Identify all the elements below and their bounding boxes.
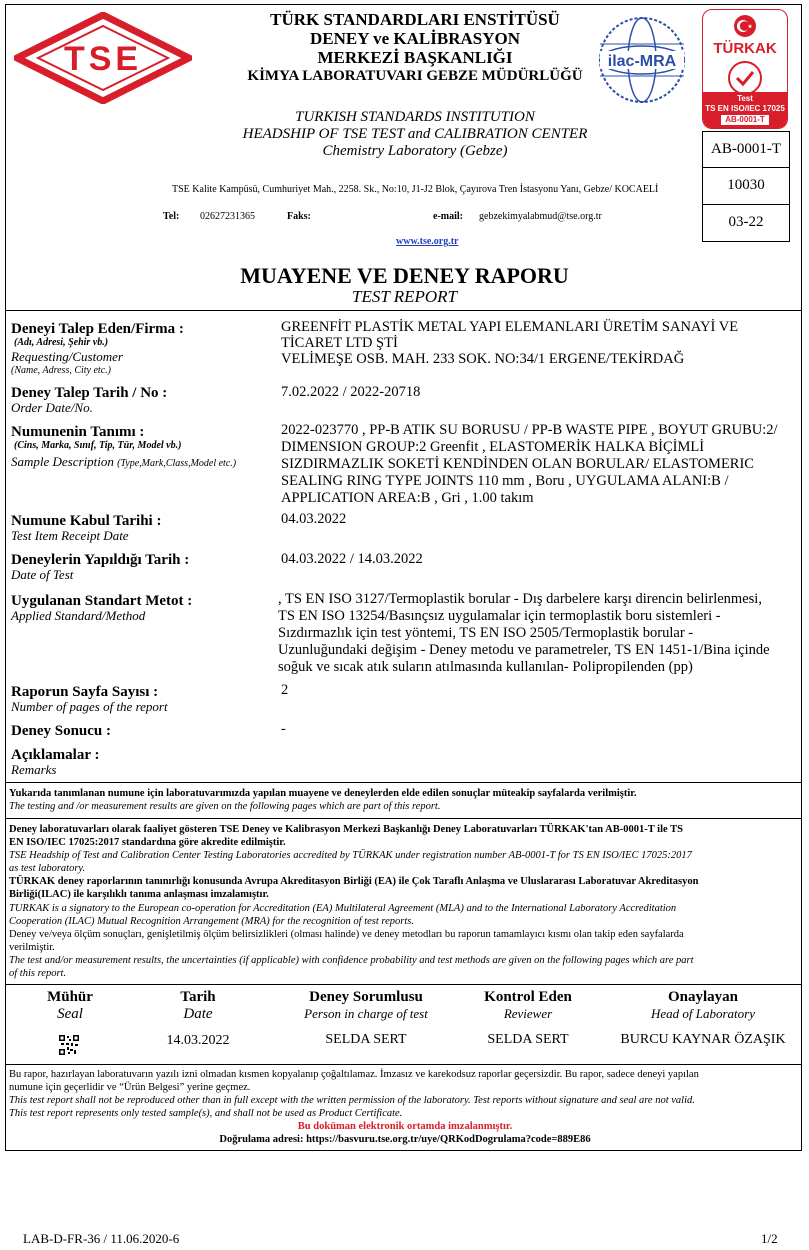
report-number-box: 10030 bbox=[702, 168, 790, 205]
receipt-sub: Test Item Receipt Date bbox=[11, 528, 129, 543]
test-person-value: SELDA SERT bbox=[325, 1032, 407, 1047]
pages-value: 2 bbox=[281, 682, 289, 698]
remarks-label: Açıklamalar : bbox=[11, 747, 100, 763]
statement1-en: The testing and /or measurement results are given on the following pages which are part of this report. bbox=[9, 801, 441, 812]
result-value: - bbox=[281, 721, 286, 737]
order-sub: Order Date/No. bbox=[11, 400, 93, 415]
standard-label: Uygulanan Standart Metot : bbox=[11, 593, 193, 609]
turkak-code: AB-0001-T bbox=[721, 115, 769, 125]
tel-value: 02627231365 bbox=[200, 211, 255, 222]
turkak-band bbox=[703, 92, 787, 128]
tel-label: Tel: bbox=[163, 211, 180, 222]
address: TSE Kalite Kampüsü, Cumhuriyet Mah., 2258. Sk., No:10, J1-J2 Blok, Çayırova Tren İstasyonu Yanı, Gebze/ KOCAELİ bbox=[172, 184, 659, 195]
signature-test-person bbox=[276, 989, 456, 1048]
test-person-label: Deney Sorumlusu bbox=[309, 989, 423, 1005]
sample-line-4: SEALING RING TYPE JOINTS 110 mm , Boru , UYGULAMA ALANI:B / bbox=[281, 473, 729, 489]
customer-sub3: (Name, Adress, City etc.) bbox=[11, 365, 111, 376]
test-date-sub: Date of Test bbox=[11, 567, 74, 582]
turkak-standard: TS EN ISO/IEC 17025 bbox=[705, 104, 785, 113]
tse-logo bbox=[14, 12, 192, 104]
seal-label: Mühür bbox=[47, 989, 93, 1005]
report-title: MUAYENE VE DENEY RAPORU bbox=[240, 263, 569, 288]
customer-value-line3: VELİMEŞE OSB. MAH. 233 SOK. NO:34/1 ERGENE/TEKİRDAĞ bbox=[281, 351, 685, 367]
standard-line-1: , TS EN ISO 3127/Termoplastik borular - Dış darbelere karşı direncin belirlenmesi, bbox=[278, 591, 762, 607]
date-label-en: Date bbox=[183, 1006, 213, 1022]
footer-tr1: Bu rapor, hazırlayan laboratuvarın yazılı izni olmadan kısmen kopyalanıp çoğaltılamaz. İmzasız ve karekodsuz raporlar geçersizdir. Bu rapor, sadece deneyi yapılan bbox=[9, 1069, 699, 1080]
email-value[interactable]: gebzekimyalabmud@tse.org.tr bbox=[479, 211, 602, 222]
test-date-value: 04.03.2022 / 14.03.2022 bbox=[281, 551, 423, 567]
statement2-en3: The test and/or measurement results, the uncertainties (if applicable) with confidence probability and test methods are given on the following pages which are part bbox=[9, 955, 694, 966]
signature-date bbox=[123, 989, 273, 1049]
footer-verify-link[interactable]: Doğrulama adresi: https://basvuru.tse.org.tr/uye/QRKodDogrulama?code=889E86 bbox=[219, 1134, 591, 1145]
order-value: 7.02.2022 / 2022-20718 bbox=[281, 384, 421, 400]
header-tr-line1: TÜRK STANDARDLARI ENSTİTÜSÜ bbox=[270, 10, 560, 29]
sample-sub1: (Cins, Marka, Sınıf, Tip, Tür, Model vb.) bbox=[14, 440, 182, 451]
statement1-tr: Yukarıda tanımlanan numune için laboratuvarımızda yapılan muayene ve deneylerden elde edilen sonuçlar müteakip sayfalarda verilmiştir. bbox=[9, 788, 637, 799]
header-en-line1: TURKISH STANDARDS INSTITUTION bbox=[295, 109, 535, 125]
header-tr-line4: KİMYA LABORATUVARI GEBZE MÜDÜRLÜĞÜ bbox=[247, 68, 583, 84]
sample-line-5: APPLICATION AREA:B , Gri , 1.00 takım bbox=[281, 490, 534, 506]
standard-line-2: TS EN ISO 13254/Basınçsız uygulamalar için termoplastik boru sistemleri - bbox=[278, 608, 721, 624]
customer-sub2: Requesting/Customer bbox=[11, 349, 123, 364]
divider bbox=[5, 310, 802, 311]
header-en-line3: Chemistry Laboratory (Gebze) bbox=[322, 143, 508, 159]
qr-code-icon[interactable] bbox=[59, 1035, 79, 1055]
statement2-tr3b: verilmiştir. bbox=[9, 942, 55, 953]
footer-electronic: Bu doküman elektronik ortamda imzalanmıştır. bbox=[297, 1121, 513, 1132]
order-label: Deney Talep Tarih / No : bbox=[11, 385, 168, 401]
sample-line-2: DIMENSION GROUP:2 Greenfit , ELASTOMERİK HALKA BİÇİMLİ bbox=[281, 439, 705, 455]
test-person-label-en: Person in charge of test bbox=[304, 1006, 428, 1021]
reviewer-label-en: Reviewer bbox=[503, 1006, 553, 1021]
header-tr-line2: DENEY ve KALİBRASYON bbox=[309, 29, 520, 48]
statement2-en1: TSE Headship of Test and Calibration Center Testing Laboratories accredited by TÜRKAK under registration number AB-0001-T for TS EN ISO/IEC 17025:2017 bbox=[9, 850, 692, 861]
divider bbox=[5, 782, 802, 783]
statement2-tr1: Deney laboratuvarları olarak faaliyet gösteren TSE Deney ve Kalibrasyon Merkezi Başkanlığı Deney Laboratuvarları TÜRKAK'tan AB-0001-T ile TS bbox=[9, 824, 683, 835]
standard-sub: Applied Standard/Method bbox=[11, 608, 146, 623]
statement2-en2: TURKAK is a signatory to the European co-operation for Accreditation (EA) Multilateral Agreement (MLA) and to the International Laboratory Accreditation bbox=[9, 903, 677, 914]
receipt-label: Numune Kabul Tarihi : bbox=[11, 513, 162, 529]
head-value: BURCU KAYNAR ÖZAŞIK bbox=[620, 1032, 786, 1047]
standard-line-5: soğuk ve sıcak atık suların atılmasında kullanılan- Polipropilenden (pp) bbox=[278, 659, 693, 675]
statement2-tr2: TÜRKAK deney raporlarının tanınırlığı konusunda Avrupa Akreditasyon Birliği (EA) ile Çok Taraflı Anlaşma ve Uluslararası Laboratuvar Akreditasyon bbox=[9, 876, 699, 887]
signature-head bbox=[608, 989, 798, 1048]
email-label: e-mail: bbox=[433, 211, 463, 222]
sample-line-1: 2022-023770 , PP-B ATIK SU BORUSU / PP-B WASTE PIPE , BOYUT GRUBU:2/ bbox=[281, 422, 778, 438]
statement2-tr1b: EN ISO/IEC 17025:2017 standardına göre akredite edilmiştir. bbox=[9, 837, 286, 848]
footer-en2: This test report represents only tested sample(s), and shall not be used as Product Certificate. bbox=[9, 1108, 403, 1119]
report-id-boxes bbox=[702, 131, 790, 242]
ilac-mra-logo bbox=[596, 14, 688, 106]
sample-sub2: Sample Description (Type,Mark,Class,Model etc.) bbox=[11, 454, 237, 469]
turkak-test: Test bbox=[737, 94, 753, 103]
ilac-logo-text: ilac-MRA bbox=[607, 53, 677, 70]
page-number: 1/2 bbox=[761, 1231, 778, 1246]
reviewer-label: Kontrol Eden bbox=[484, 989, 572, 1005]
header-en-line2: HEADSHIP OF TSE TEST and CALIBRATION CENTER bbox=[242, 126, 588, 142]
customer-value-line2: TİCARET LTD ŞTİ bbox=[281, 335, 398, 351]
date-value: 14.03.2022 bbox=[166, 1033, 230, 1048]
checkmark-icon bbox=[728, 61, 762, 95]
statement2-tr3: Deney ve/veya ölçüm sonuçları, genişletilmiş ölçüm belirsizlikleri (olması halinde) ve deney metodları bu raporun tamamlayıcı kısmı olan takip eden sayfalarda bbox=[9, 929, 684, 940]
customer-label: Deneyi Talep Eden/Firma : bbox=[11, 321, 184, 337]
result-label: Deney Sonucu : bbox=[11, 723, 112, 739]
date-label: Tarih bbox=[180, 989, 216, 1005]
report-date-box: 03-22 bbox=[702, 205, 790, 242]
divider bbox=[5, 818, 802, 819]
remarks-sub: Remarks bbox=[11, 762, 57, 777]
header-institution bbox=[190, 10, 640, 160]
sample-label: Numunenin Tanımı : bbox=[11, 424, 145, 440]
fax-label: Faks: bbox=[287, 211, 311, 222]
turkak-badge bbox=[702, 9, 788, 129]
standard-line-3: Sızdırmazlık için test yöntemi, TS EN ISO 2505/Termoplastik borular - bbox=[278, 625, 694, 641]
turkish-flag-icon bbox=[734, 15, 756, 37]
tse-logo-text: TSE bbox=[63, 40, 143, 78]
website-link[interactable]: www.tse.org.tr bbox=[396, 236, 459, 247]
statement2-en3b: of this report. bbox=[9, 968, 67, 979]
statement2-en1b: as test laboratory. bbox=[9, 863, 86, 874]
reviewer-value: SELDA SERT bbox=[487, 1032, 569, 1047]
accreditation-box: AB-0001-T bbox=[702, 131, 790, 168]
seal-label-en: Seal bbox=[57, 1006, 83, 1022]
customer-sub1: (Adı, Adresi, Şehir vb.) bbox=[14, 337, 109, 348]
divider bbox=[5, 984, 802, 985]
form-code: LAB-D-FR-36 / 11.06.2020-6 bbox=[23, 1231, 180, 1246]
head-label: Onaylayan bbox=[667, 989, 739, 1005]
sample-line-3: SIZDIRMAZLIK SOKETİ KENDİNDEN OLAN BORULAR/ ELASTOMERIC bbox=[281, 456, 754, 472]
head-label-en: Head of Laboratory bbox=[651, 1006, 755, 1021]
header-tr-line3: MERKEZİ BAŞKANLIĞI bbox=[317, 48, 513, 67]
statement2-en2b: Cooperation (ILAC) Mutual Recognition Arrangement (MRA) for the recognition of test reports. bbox=[9, 916, 414, 927]
receipt-value: 04.03.2022 bbox=[281, 511, 347, 527]
turkak-name: TÜRKAK bbox=[713, 40, 777, 57]
customer-value-line1: GREENFİT PLASTİK METAL YAPI ELEMANLARI ÜRETİM SANAYİ VE bbox=[281, 319, 739, 335]
footer-tr1b: numune için geçerlidir ve “Ürün Belgesi” yerine geçmez. bbox=[9, 1082, 251, 1093]
test-date-label: Deneylerin Yapıldığı Tarih : bbox=[11, 552, 190, 568]
footer-en1: This test report shall not be reproduced other than in full except with the written permission of the laboratory. Test reports without signature and seal are not valid. bbox=[9, 1095, 695, 1106]
statement2-tr2b: Birliği(ILAC) ile karşılıklı tanıma anlaşması imzalamıştır. bbox=[9, 889, 269, 900]
standard-line-4: Uzunluğundaki değişim - Deney metodu ve parametreler, TS EN 1451-1/Bina içinde bbox=[278, 642, 770, 658]
signature-reviewer bbox=[453, 989, 603, 1048]
pages-sub: Number of pages of the report bbox=[11, 699, 168, 714]
pages-label: Raporun Sayfa Sayısı : bbox=[11, 684, 159, 700]
report-subtitle: TEST REPORT bbox=[351, 287, 457, 306]
divider bbox=[5, 1064, 802, 1065]
